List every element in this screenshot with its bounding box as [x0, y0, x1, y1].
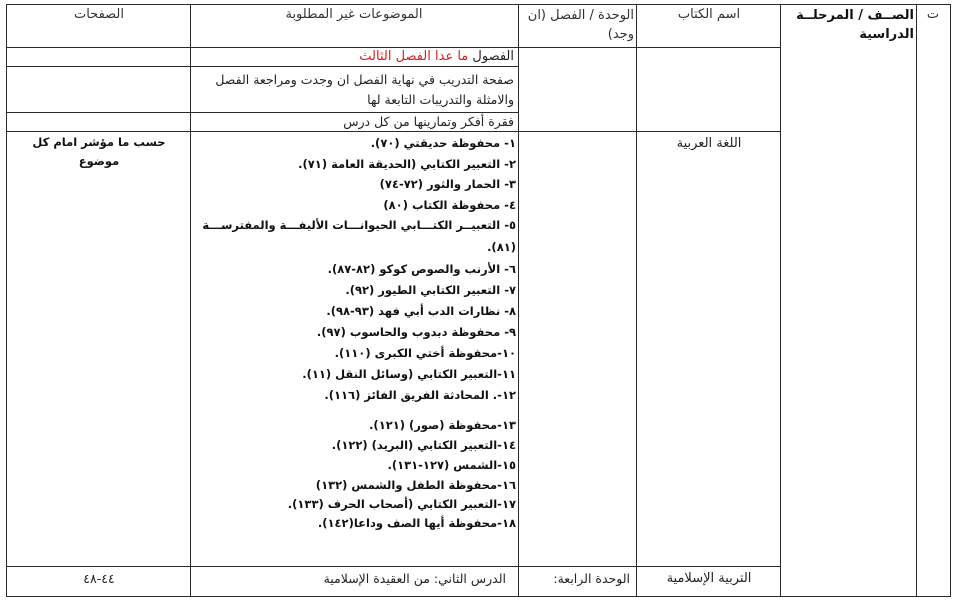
row-border — [6, 566, 780, 567]
chapters-note — [194, 48, 514, 65]
list-item: (٨١). — [487, 240, 516, 254]
list-item: ١٤-التعبير الكتابي (البريد) (١٢٢). — [331, 438, 516, 452]
column-border — [518, 4, 519, 597]
table-left-border — [6, 4, 7, 597]
list-item: ٣- الحمار والثور (٧٢-٧٤) — [379, 177, 516, 191]
table-bottom-border — [6, 596, 950, 597]
islamic-pages: ٤٤-٤٨ — [83, 571, 115, 586]
list-item: ١- محفوظة حديقتي (٧٠). — [370, 136, 516, 150]
think-note: فقرة أفكر وتمارينها من كل درس — [343, 114, 514, 129]
arabic-book-name: اللغة العربية — [676, 136, 742, 151]
chapters-highlight: ما عدا الفصل الثالث — [359, 49, 469, 64]
list-item: ١٨-محفوظة أيها الصف وداعا(١٤٢). — [317, 516, 516, 530]
list-item: ٩- محفوظة دبدوب والحاسوب (٩٧). — [316, 325, 516, 339]
column-border — [636, 4, 637, 597]
list-item: ١٣-محفوظة (صور) (١٢١). — [369, 418, 516, 432]
list-item: ١٢-. المحادثة الفريق الفائز (١١٦). — [324, 388, 516, 402]
table-top-border — [6, 4, 950, 5]
row-border — [6, 66, 519, 67]
chapters-prefix: الفصول — [472, 49, 514, 64]
arabic-pages-note: حسب ما مؤشر امام كل موضوع — [32, 135, 166, 168]
list-item: ٦- الأرنب والصوص كوكو (٨٢-٨٧). — [327, 262, 516, 276]
list-item: ٤- محفوظة الكتاب (٨٠) — [383, 198, 516, 212]
list-item: ٨- نظارات الدب أبي فهد (٩٣-٩٨). — [326, 304, 516, 318]
column-border — [780, 4, 781, 597]
header-unit: الوحدة / الفصل (ان وجد) — [527, 8, 634, 42]
header-index: ت — [926, 7, 940, 22]
list-item: ١٥-الشمس (١٢٧-١٣١). — [387, 458, 516, 472]
list-item: ٢- التعبير الكتابي (الحديقة العامة (٧١). — [298, 157, 516, 171]
list-item: ٧- التعبير الكتابي الطيور (٩٢). — [345, 283, 516, 297]
islamic-topic: الدرس الثاني: من العقيدة الإسلامية — [323, 571, 506, 586]
row-border — [6, 131, 780, 132]
header-book: اسم الكتاب — [677, 7, 741, 22]
column-border — [190, 4, 191, 597]
list-item: ١٠-محفوظة أختي الكبرى (١١٠). — [334, 346, 516, 360]
column-border — [916, 4, 917, 597]
header-grade: الصــف / المرحلــة الدراسية — [796, 8, 914, 42]
islamic-unit: الوحدة الرابعة: — [553, 571, 630, 586]
header-pages: الصفحات — [73, 7, 124, 22]
list-item: ١١-التعبير الكتابي (وسائل النقل (١١). — [302, 367, 516, 381]
list-item: ١٦-محفوظة الطفل والشمس (١٣٢) — [315, 478, 516, 492]
list-item: ١٧-التعبير الكتابي (أصحاب الحرف (١٣٣). — [287, 497, 516, 511]
list-item: ٥- التعبيــر الكتـــابي الحيوانـــات الأليفـــة والمفترســـة — [202, 218, 516, 232]
training-note: صفحة التدريب في نهاية الفصل ان وجدت ومراجعة الفصل والامثلة والتدريبات التابعة لها — [215, 72, 514, 107]
islamic-book-name: التربية الإسلامية — [666, 571, 752, 586]
header-topics: الموضوعات غير المطلوبة — [285, 7, 423, 22]
table-right-border — [950, 4, 951, 597]
